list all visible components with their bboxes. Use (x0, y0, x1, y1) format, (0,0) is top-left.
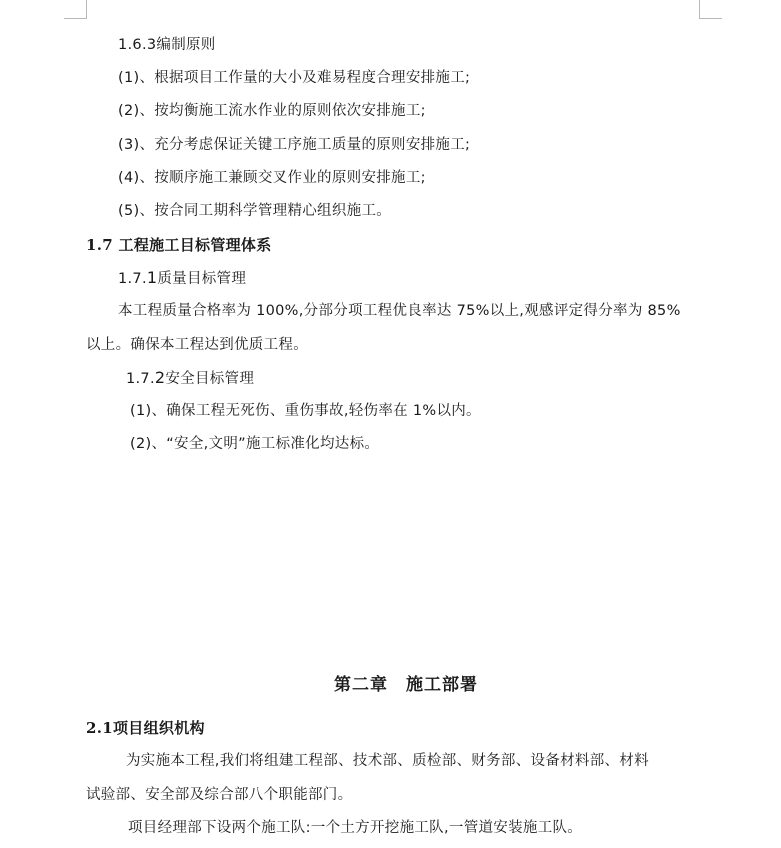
principle-item-3: (3)、充分考虑保证关键工序施工质量的原则安排施工; (118, 137, 471, 153)
safety-item-1: (1)、确保工程无死伤、重伤事故,轻伤率在 1%以内。 (130, 403, 481, 419)
chapter-2-title: 第二章 施工部署 (334, 675, 478, 695)
safety-item-2: (2)、“安全,文明”施工标准化均达标。 (130, 436, 380, 452)
section-1-7-1-title (118, 268, 246, 289)
teams-paragraph: 项目经理部下设两个施工队:一个土方开挖施工队,一管道安装施工队。 (128, 820, 583, 836)
section-1-7-2-title (126, 368, 254, 389)
principle-item-5: (5)、按合同工期科学管理精心组织施工。 (118, 203, 392, 219)
section-1-7-1-number-prefix: 1.7. (118, 271, 147, 287)
quality-paragraph-line-2: 以上。确保本工程达到优质工程。 (86, 337, 308, 353)
principle-item-1: (1)、根据项目工作量的大小及难易程度合理安排施工; (118, 70, 471, 86)
org-paragraph-line-2: 试验部、安全部及综合部八个职能部门。 (86, 787, 353, 803)
quality-paragraph-line-1: 本工程质量合格率为 100%,分部分项工程优良率达 75%以上,观感评定得分率为 85% (118, 303, 681, 319)
principle-item-4: (4)、按顺序施工兼顾交叉作业的原则安排施工; (118, 170, 426, 186)
section-1-7-1-number-digit: 1 (146, 268, 158, 287)
section-1-7-2-number-digit: 2 (154, 368, 166, 387)
section-1-7-1-label: 质量目标管理 (157, 271, 247, 287)
page-corner-mark-right (699, 0, 722, 19)
section-2-1-heading: 2.1项目组织机构 (86, 719, 205, 737)
section-1-7-2-number-prefix: 1.7. (126, 371, 155, 387)
org-paragraph-line-1: 为实施本工程,我们将组建工程部、技术部、质检部、财务部、设备材料部、材料 (126, 753, 649, 769)
section-1-6-3-title: 1.6.3编制原则 (118, 37, 216, 53)
page-corner-mark-left (64, 0, 87, 19)
principle-item-2: (2)、按均衡施工流水作业的原则依次安排施工; (118, 103, 426, 119)
section-1-7-2-label: 安全目标管理 (165, 371, 255, 387)
section-1-7-heading: 1.7 工程施工目标管理体系 (86, 236, 272, 254)
